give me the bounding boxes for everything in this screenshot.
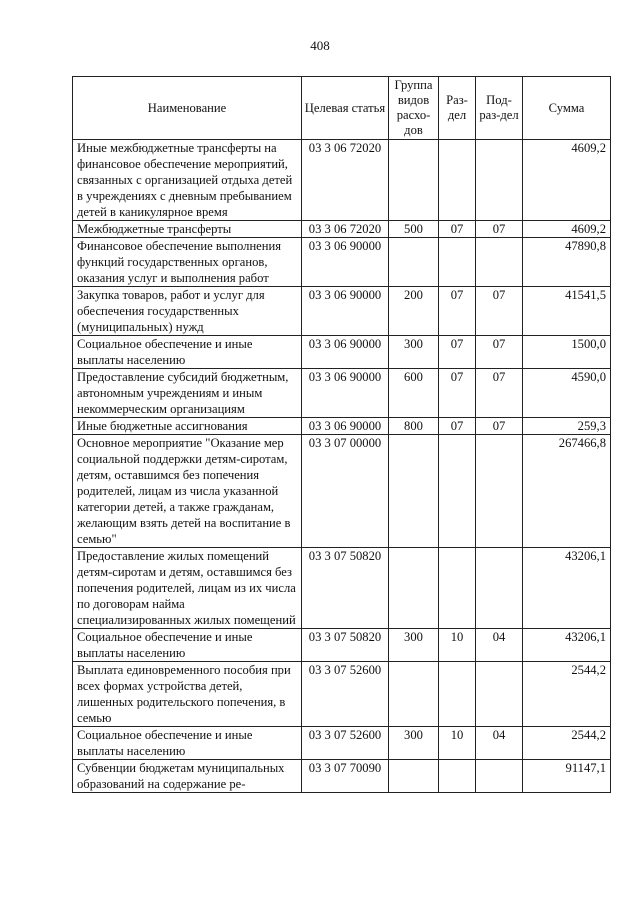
cell-amount: 259,3: [523, 418, 611, 435]
cell-code: 03 3 06 72020: [302, 221, 389, 238]
cell-amount: 91147,1: [523, 760, 611, 793]
cell-subsection: [476, 760, 523, 793]
cell-name: Социальное обеспечение и иные выплаты населению: [73, 727, 302, 760]
table-row: [73, 548, 611, 629]
cell-subsection: 07: [476, 221, 523, 238]
budget-table: [72, 76, 611, 793]
table-row: [73, 336, 611, 369]
cell-group: [389, 760, 439, 793]
cell-section: [439, 662, 476, 727]
cell-amount: 47890,8: [523, 238, 611, 287]
header-subsection: Под-раз-дел: [476, 77, 523, 140]
cell-name: Межбюджетные трансферты: [73, 221, 302, 238]
cell-code: 03 3 06 90000: [302, 418, 389, 435]
cell-group: 300: [389, 727, 439, 760]
cell-code: 03 3 06 90000: [302, 369, 389, 418]
cell-code: 03 3 06 90000: [302, 287, 389, 336]
cell-group: [389, 662, 439, 727]
cell-subsection: [476, 238, 523, 287]
header-name: Наименование: [73, 77, 302, 140]
cell-subsection: 07: [476, 287, 523, 336]
cell-amount: 41541,5: [523, 287, 611, 336]
cell-subsection: 04: [476, 727, 523, 760]
header-target: Целевая статья: [302, 77, 389, 140]
cell-group: 600: [389, 369, 439, 418]
cell-amount: 2544,2: [523, 662, 611, 727]
cell-subsection: [476, 662, 523, 727]
header-group: Группа видов расхо-дов: [389, 77, 439, 140]
cell-code: 03 3 07 52600: [302, 662, 389, 727]
cell-amount: 4590,0: [523, 369, 611, 418]
cell-subsection: [476, 435, 523, 548]
cell-name: Субвенции бюджетам муниципальных образований на содержание ре-: [73, 760, 302, 793]
page-number: 408: [310, 38, 330, 53]
table-row: [73, 662, 611, 727]
cell-code: 03 3 07 50820: [302, 548, 389, 629]
cell-amount: 1500,0: [523, 336, 611, 369]
cell-group: 200: [389, 287, 439, 336]
cell-section: 07: [439, 418, 476, 435]
cell-section: [439, 435, 476, 548]
cell-name: Предоставление субсидий бюджетным, автономным учреждениям и иным некоммерческим организациям: [73, 369, 302, 418]
cell-section: [439, 140, 476, 221]
cell-name: Основное мероприятие "Оказание мер социальной поддержки детям-сиротам, детям, оставшимся без попечения родителей, лицам из числа указанной категории детей, а также гражданам, желающим взять детей на воспитание в семью": [73, 435, 302, 548]
table-row: [73, 369, 611, 418]
cell-amount: 43206,1: [523, 548, 611, 629]
cell-section: [439, 760, 476, 793]
table-row: [73, 221, 611, 238]
cell-code: 03 3 06 90000: [302, 238, 389, 287]
cell-section: [439, 548, 476, 629]
cell-name: Выплата единовременного пособия при всех формах устройства детей, лишенных родительского попечения, в семью: [73, 662, 302, 727]
cell-name: Иные межбюджетные трансферты на финансовое обеспечение мероприятий, связанных с организацией отдыха детей в учреждениях с дневным пребыванием детей в каникулярное время: [73, 140, 302, 221]
header-section: Раз-дел: [439, 77, 476, 140]
cell-group: 500: [389, 221, 439, 238]
cell-subsection: 07: [476, 418, 523, 435]
cell-section: 07: [439, 369, 476, 418]
header-amount: Сумма: [523, 77, 611, 140]
cell-name: Финансовое обеспечение выполнения функций государственных органов, оказания услуг и выполнения работ: [73, 238, 302, 287]
cell-code: 03 3 06 90000: [302, 336, 389, 369]
table-header-row: [73, 77, 611, 140]
cell-subsection: 04: [476, 629, 523, 662]
cell-subsection: [476, 140, 523, 221]
cell-group: 300: [389, 629, 439, 662]
table-row: [73, 629, 611, 662]
cell-group: [389, 435, 439, 548]
cell-group: [389, 238, 439, 287]
table-row: [73, 238, 611, 287]
cell-group: [389, 548, 439, 629]
cell-section: [439, 238, 476, 287]
cell-group: 300: [389, 336, 439, 369]
table-row: [73, 727, 611, 760]
cell-code: 03 3 07 00000: [302, 435, 389, 548]
cell-name: Социальное обеспечение и иные выплаты населению: [73, 629, 302, 662]
cell-code: 03 3 07 70090: [302, 760, 389, 793]
cell-section: 07: [439, 287, 476, 336]
cell-name: Закупка товаров, работ и услуг для обеспечения государственных (муниципальных) нужд: [73, 287, 302, 336]
cell-code: 03 3 06 72020: [302, 140, 389, 221]
table-row: [73, 140, 611, 221]
table-row: [73, 418, 611, 435]
cell-amount: 4609,2: [523, 140, 611, 221]
cell-section: 07: [439, 336, 476, 369]
table-row: [73, 435, 611, 548]
cell-group: [389, 140, 439, 221]
cell-section: 10: [439, 629, 476, 662]
cell-name: Предоставление жилых помещений детям-сиротам и детям, оставшимся без попечения родителей, лицам из их числа по договорам найма специализированных жилых помещений: [73, 548, 302, 629]
cell-section: 10: [439, 727, 476, 760]
cell-subsection: [476, 548, 523, 629]
cell-amount: 267466,8: [523, 435, 611, 548]
table-row: [73, 287, 611, 336]
cell-name: Социальное обеспечение и иные выплаты населению: [73, 336, 302, 369]
table-row: [73, 760, 611, 793]
cell-amount: 43206,1: [523, 629, 611, 662]
cell-name: Иные бюджетные ассигнования: [73, 418, 302, 435]
cell-code: 03 3 07 50820: [302, 629, 389, 662]
cell-section: 07: [439, 221, 476, 238]
cell-subsection: 07: [476, 336, 523, 369]
cell-amount: 4609,2: [523, 221, 611, 238]
cell-subsection: 07: [476, 369, 523, 418]
cell-group: 800: [389, 418, 439, 435]
cell-code: 03 3 07 52600: [302, 727, 389, 760]
cell-amount: 2544,2: [523, 727, 611, 760]
